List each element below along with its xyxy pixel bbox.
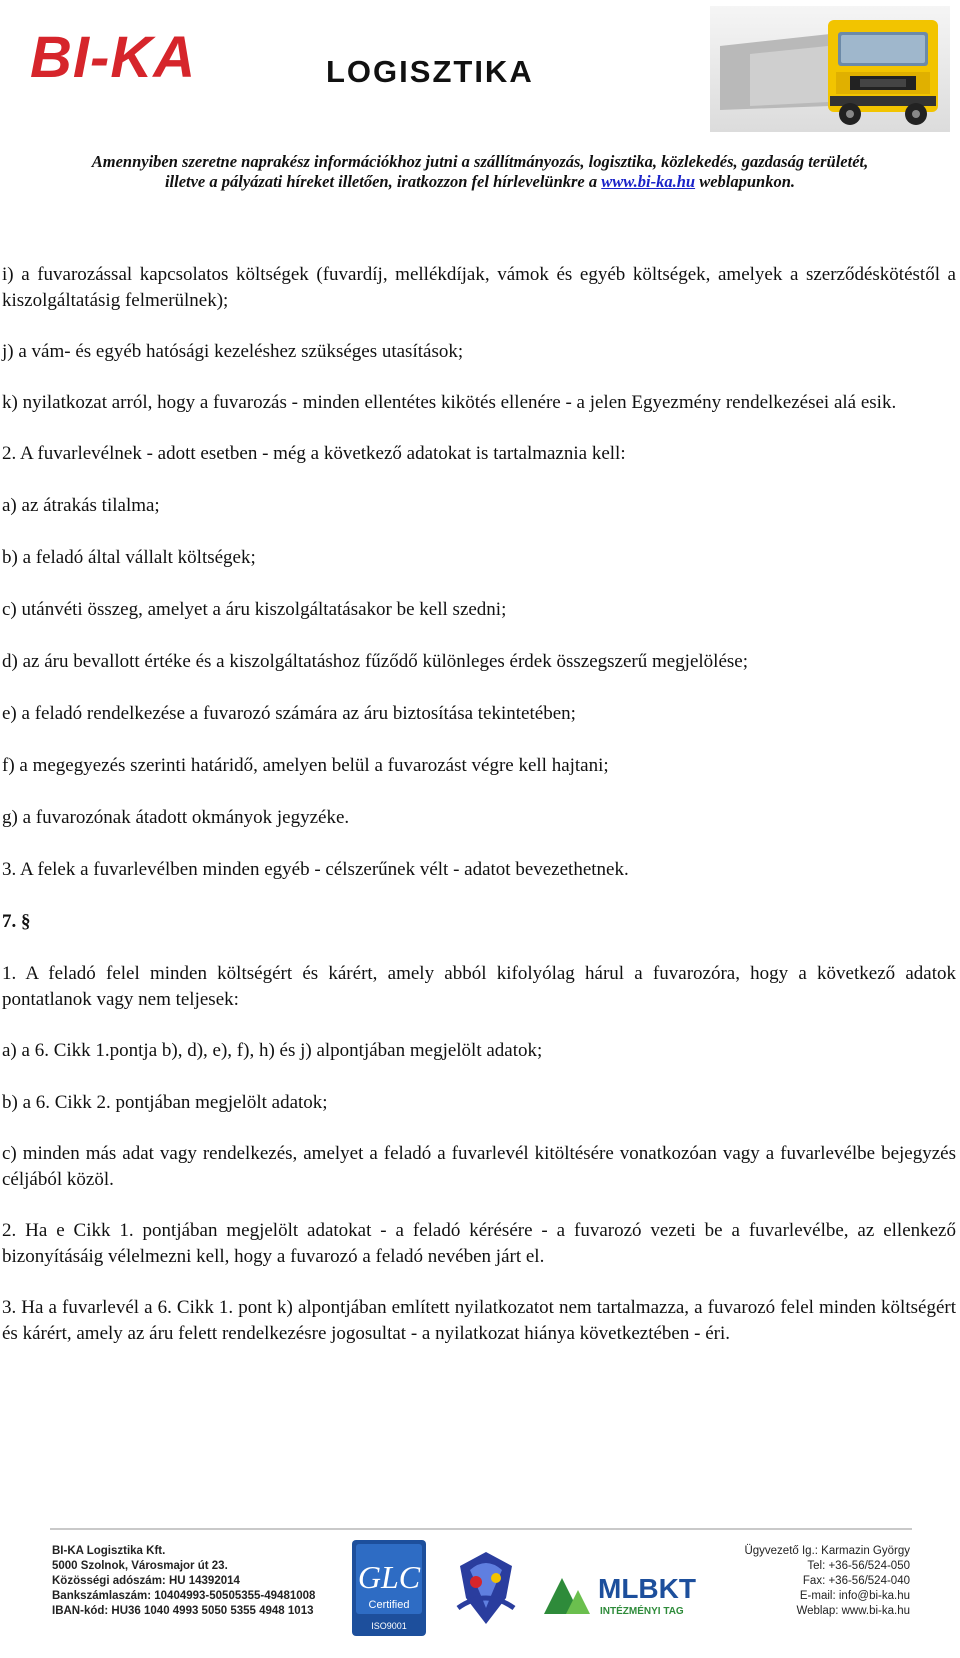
phone: Tel: +36-56/524-050 <box>807 1560 910 1572</box>
paragraph: b) a feladó által vállalt költségek; <box>2 547 256 568</box>
emblem-logo <box>448 1548 524 1630</box>
glc-iso: ISO9001 <box>371 1621 407 1631</box>
newsletter-intro <box>0 152 960 192</box>
company-info <box>52 1544 315 1619</box>
paragraph: k) nyilatkozat arról, hogy a fuvarozás - minden ellentétes kikötés ellenére - a jelen Egyezmény rendelkezései alá esik. <box>2 392 897 413</box>
intro-line-1: Amennyiben szeretne naprakész információkhoz jutni a szállítmányozás, logisztika, közlekedés, gazdaság területét, <box>91 152 869 171</box>
paragraph: 2. Ha e Cikk 1. pontjában megjelölt adatokat - a feladó kérésére - a fuvarozó vezeti be a fuvarlevélbe, az ellenkező bizonyításáig vélelmezni kell, hogy a fuvarozó a feladó nevében járt el. <box>2 1220 956 1267</box>
website-link[interactable]: www.bi-ka.hu <box>601 172 696 191</box>
paragraph: j) a vám- és egyéb hatósági kezeléshez szükséges utasítások; <box>2 341 464 362</box>
managing-director: Ügyvezető Ig.: Karmazin György <box>744 1545 910 1557</box>
logo-secondary: LOGISZTIKA <box>326 54 534 89</box>
paragraph: c) minden más adat vagy rendelkezés, amelyet a feladó a fuvarlevél kitöltésére vonatkozóan vagy a fuvarlevélbe bejegyzés céljából közöl. <box>2 1143 956 1190</box>
mlbkt-text: MLBKT <box>598 1573 696 1604</box>
truck-image <box>710 6 950 132</box>
mlbkt-logo <box>540 1560 724 1624</box>
paragraph: 2. A fuvarlevélnek - adott esetben - még a következő adatokat is tartalmaznia kell: <box>2 443 626 464</box>
intro-line-2-suffix: weblapunkon. <box>699 172 796 191</box>
paragraph: g) a fuvarozónak átadott okmányok jegyzéke. <box>2 807 350 828</box>
paragraph: e) a feladó rendelkezése a fuvarozó számára az áru biztosítása tekintetében; <box>2 703 576 724</box>
intro-line-2 <box>0 172 960 192</box>
paragraph: 3. Ha a fuvarlevél a 6. Cikk 1. pont k) alpontjában említett nyilatkozatot nem tartalmazza, a fuvarozó felel minden költségért és kárért, amely az áru felett rendelkezésre jogosultat - a nyilatkozat hiánya következtében - éri. <box>2 1297 956 1344</box>
section-heading: 7. § <box>2 911 31 932</box>
paragraph: f) a megegyezés szerinti határidő, amelyen belül a fuvarozást végre kell hajtani; <box>2 755 609 776</box>
logo-primary: BI-KA <box>30 25 197 90</box>
glc-certified-logo <box>350 1538 428 1638</box>
paragraph: d) az áru bevallott értéke és a kiszolgáltatáshoz fűződő különleges érdek összegszerű megjelölése; <box>2 651 748 672</box>
website-footer-link[interactable]: Weblap: www.bi-ka.hu <box>796 1605 910 1617</box>
company-tax-id: Közösségi adószám: HU 14392014 <box>52 1575 240 1587</box>
paragraph: a) a 6. Cikk 1.pontja b), d), e), f), h) és j) alpontjában megjelölt adatok; <box>2 1040 543 1061</box>
paragraph: i) a fuvarozással kapcsolatos költségek (fuvardíj, mellékdíjak, vámok és egyéb költségek, amelyek a szerződéskötéstől a kiszolgáltatásig felmerülnek); <box>2 264 956 311</box>
paragraph: 3. A felek a fuvarlevélben minden egyéb - célszerűnek vélt - adatot bevezethetnek. <box>2 859 629 880</box>
mlbkt-sub: INTÉZMÉNYI TAG <box>600 1606 684 1617</box>
paragraph: a) az átrakás tilalma; <box>2 495 160 516</box>
company-bank-account: Bankszámlaszám: 10404993-50505355-49481008 <box>52 1590 316 1602</box>
glc-text: GLC <box>357 1559 421 1595</box>
company-name: BI-KA Logisztika Kft. <box>52 1545 166 1557</box>
company-iban: IBAN-kód: HU36 1040 4993 5050 5355 4948 1013 <box>52 1605 314 1617</box>
fax: Fax: +36-56/524-040 <box>802 1575 910 1587</box>
glc-sub: Certified <box>368 1599 410 1611</box>
company-address: 5000 Szolnok, Városmajor út 23. <box>52 1560 228 1572</box>
document-body <box>2 262 956 1347</box>
paragraph: c) utánvéti összeg, amelyet a áru kiszolgáltatásakor be kell szedni; <box>2 599 507 620</box>
email-link[interactable]: E-mail: info@bi-ka.hu <box>799 1590 910 1602</box>
paragraph: b) a 6. Cikk 2. pontjában megjelölt adatok; <box>2 1092 328 1113</box>
intro-line-2-prefix: illetve a pályázati híreket illetően, iratkozzon fel hírlevelünkre a <box>164 172 598 191</box>
paragraph: 1. A feladó felel minden költségért és kárért, amely abból kifolyólag hárul a fuvarozóra, hogy a következő adatok pontatlanok vagy nem teljesek: <box>2 963 956 1010</box>
contact-info <box>744 1544 910 1619</box>
page-header <box>0 0 960 191</box>
page-footer <box>50 1528 912 1648</box>
footer-divider <box>50 1528 912 1530</box>
